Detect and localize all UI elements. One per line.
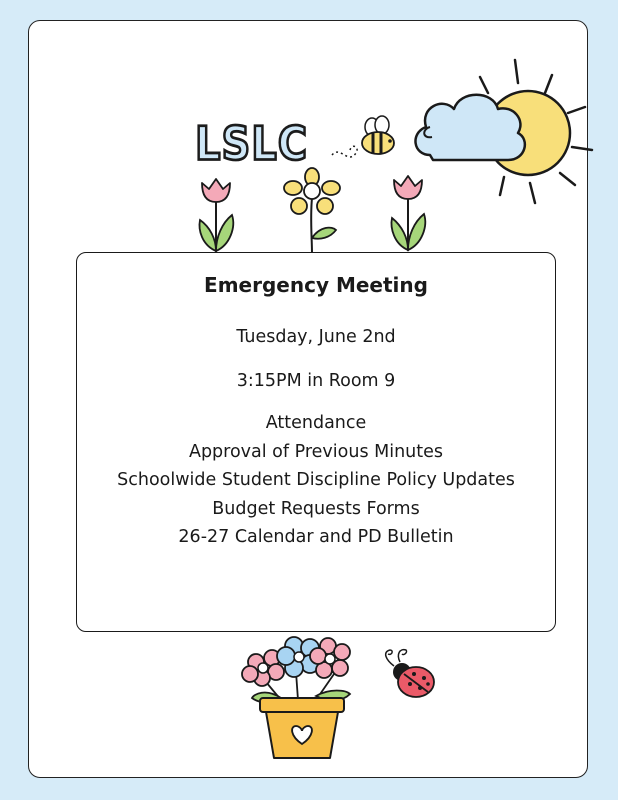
bee-icon [330,115,405,170]
agenda-item: Approval of Previous Minutes [188,441,444,462]
agenda-item: Budget Requests Forms [212,498,420,519]
tulip-icon [384,172,434,254]
agenda-item: Schoolwide Student Discipline Policy Updates [117,470,515,490]
meeting-card [76,252,556,632]
cloud-icon [408,85,533,180]
meeting-date: Tuesday, June 2nd [236,327,396,347]
daisy-icon [282,168,342,256]
meeting-title: Emergency Meeting [204,273,428,297]
tulip-icon [192,175,242,255]
ladybug-icon [380,644,440,700]
agenda-item: Attendance [265,413,367,433]
meeting-time-location: 3:15PM in Room 9 [236,371,396,391]
agenda-list [77,409,555,552]
lslc-logo: LSLC [195,118,309,171]
flower-pot-icon [236,632,366,762]
agenda-item: 26-27 Calendar and PD Bulletin [178,527,454,547]
